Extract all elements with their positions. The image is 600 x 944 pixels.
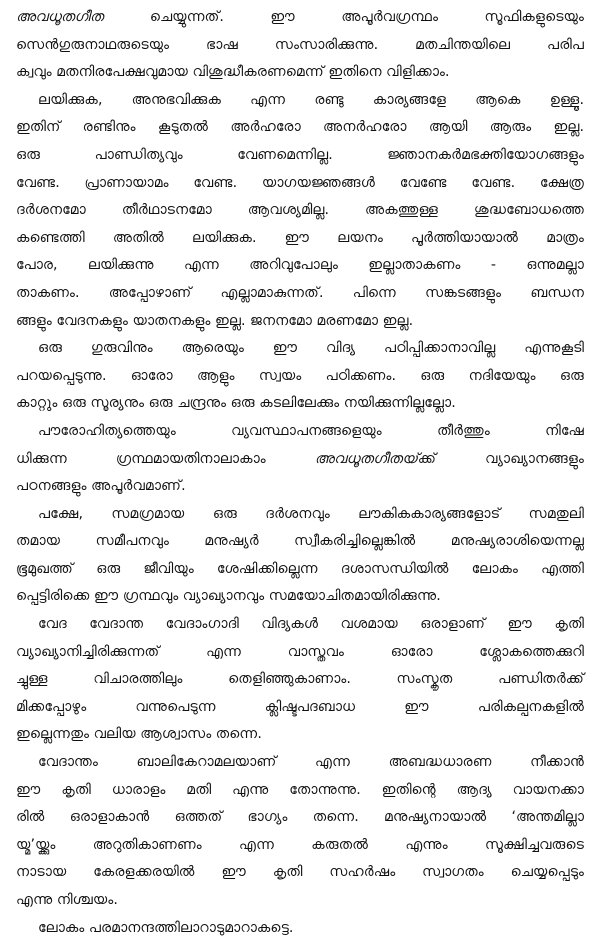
- body-paragraph: [16, 749, 584, 915]
- body-paragraph: [16, 4, 584, 87]
- text-line: [16, 225, 584, 253]
- text-run: പഠനങ്ങളും അപൂർവമാണ്.: [16, 478, 186, 495]
- text-run: ധിക്കുന്ന ഗ്രന്ഥമായതിനാലാകാം: [16, 450, 315, 467]
- text-run: കണ്ടെത്തി അതിൽ ലയിക്കുക. ഈ ലയനം പൂർത്തിയായാൽ മാത്രം: [16, 229, 584, 246]
- italic-title-text: അവധൂതഗീത: [16, 9, 104, 25]
- text-line: [16, 252, 584, 280]
- text-line: [16, 832, 584, 860]
- text-line: [16, 887, 584, 915]
- text-line: [16, 721, 584, 749]
- text-run: ഒരു ഗുരുവിനും ആരെയും ഈ വിദ്യ പഠിപ്പിക്കാനാവില്ല എന്നുകൂടി: [38, 340, 584, 357]
- text-line: [16, 859, 584, 887]
- text-line: [16, 473, 584, 501]
- text-line: [16, 4, 584, 32]
- text-run: താകണം. അപ്പോഴാണ് എല്ലാമാകുന്നത്. പിന്നെ സങ്കടങ്ങളും ബന്ധന: [16, 284, 584, 301]
- text-run: കാറ്റും ഒരു സൂര്യനും ഒരു ചന്ദ്രനും ഒരു കടലിലേക്കും നയിക്കുന്നില്ലല്ലോ.: [16, 395, 456, 412]
- text-line: [16, 446, 584, 474]
- text-run: ഭൂമുഖത്ത് ഒരു ജീവിയും ശേഷിക്കില്ലെന്ന ദശാസന്ധിയിൽ ലോകം എത്തി: [16, 560, 584, 577]
- body-paragraph: [16, 335, 584, 418]
- body-paragraph: [16, 611, 584, 749]
- text-run: നാടായ കേരളക്കരയിൽ ഈ കൃതി സഹർഷം സ്വാഗതം ചെയ്യപ്പെടും: [16, 864, 584, 881]
- text-line: [16, 170, 584, 198]
- text-run: ച്ചുള്ള വിചാരത്തിലും തെളിഞ്ഞുകാണാം. സംസ്കൃത പണ്ഡിതർക്ക്: [16, 671, 584, 688]
- text-run: ഈ കൃതി ധാരാളം മതി എന്നു തോന്നുന്നു. ഇതിന്റെ ആദ്യ വായനക്കാ: [16, 781, 584, 798]
- text-line: [16, 280, 584, 308]
- text-run: ലോകം പരമാനന്ദത്തിലാറാടുമാറാകട്ടെ.: [38, 919, 294, 936]
- text-line: [16, 639, 584, 667]
- text-run: ക്ക് വ്യാഖ്യാനങ്ങളും: [417, 450, 584, 467]
- text-run: രിൽ ഒരാളാകാൻ ഒത്തത് ഭാഗ്യം തന്നെ. മനുഷ്യനായാൽ ‘അന്തമില്ലാ: [16, 809, 584, 826]
- text-run: ചെയ്യുന്നത്. ഈ അപൂർവഗ്രന്ഥം സൂഫികളുടെയും: [103, 9, 584, 25]
- text-line: [16, 308, 584, 336]
- text-run: ക്വവും മതനിരപേക്ഷവുമായ വിശുദ്ധീകരണമെന്ന് ഇതിനെ വിളിക്കാം.: [16, 64, 450, 81]
- text-run: പൗരോഹിത്യത്തെയും വ്യവസ്ഥാപനങ്ങളെയും തീർത്തും നിഷേ: [38, 422, 584, 439]
- text-run: വേദ വേദാന്ത വേദാംഗാദി വിദ്യകൾ വശമായ ഒരാളാണ് ഈ കൃതി: [38, 616, 584, 633]
- text-line: [16, 501, 584, 529]
- text-run: ങ്ങളും വേദനകളും യാതനകളും ഇല്ല. ജനനമോ മരണമോ ഇല്ല.: [16, 312, 414, 329]
- text-line: [16, 611, 584, 639]
- text-run: സെൻഗുരുനാഥരുടെയും ഭാഷ സംസാരിക്കുന്നു. മതചിന്തയിലെ പരിപ: [16, 36, 584, 53]
- text-run: പക്ഷേ, സമഗ്രമായ ഒരു ദർശനവും ലൗകികകാര്യങ്ങളോട് സമതുലി: [38, 505, 584, 522]
- text-line: [16, 556, 584, 584]
- text-line: [16, 59, 584, 87]
- text-line: [16, 363, 584, 391]
- text-run: ഇല്ലെന്നതും വലിയ ആശ്വാസം തന്നെ.: [16, 726, 262, 743]
- text-run: പോര, ലയിക്കുന്നു എന്ന അറിവുപോലും ഇല്ലാതാകണം - ഒന്നുമല്ലാ: [16, 257, 584, 274]
- text-run: വേണ്ട. പ്രാണായാമം വേണ്ട. യാഗയജ്ഞങ്ങൾ വേണ്ടേ വേണ്ട. ക്ഷേത്ര: [16, 174, 584, 191]
- text-run: തമായ സമീപനവും മനുഷ്യർ സ്വീകരിച്ചില്ലെങ്കിൽ മനുഷ്യരാശിയെന്നല്ല: [16, 533, 584, 550]
- text-line: [16, 583, 584, 611]
- text-run: വേദാന്തം ബാലികേറാമലയാണ് എന്ന അബദ്ധധാരണ നീക്കാൻ: [38, 754, 584, 771]
- text-line: [16, 804, 584, 832]
- text-run: ഇതിന് രണ്ടിനും കൂടുതൽ അർഹരോ അനർഹരോ ആയി ആരും ഇല്ല.: [16, 119, 584, 136]
- body-paragraph: [16, 418, 584, 501]
- text-run: മിക്കപ്പോഴും വന്നുപെടുന്ന ക്ലിഷ്ടപദബാധ ഈ പരികല്പനകളിൽ: [16, 698, 584, 715]
- text-run: യ്മ’യ്ക്കും അറുതികാണണം എന്ന കരുതൽ എന്നും സൂക്ഷിച്ചവരുടെ: [16, 836, 584, 853]
- text-line: [16, 197, 584, 225]
- text-line: [16, 528, 584, 556]
- text-run: ദർശനമോ തീർഥാടനമോ ആവശ്യമില്ല. അകത്തുള്ള ശുദ്ധബോധത്തെ: [16, 202, 584, 219]
- body-paragraph: [16, 87, 584, 335]
- text-line: [16, 418, 584, 446]
- text-run: എന്നു നിശ്ചയം.: [16, 892, 118, 908]
- text-line: [16, 777, 584, 805]
- text-line: [16, 32, 584, 60]
- text-line: [16, 114, 584, 142]
- text-line: [16, 915, 584, 943]
- text-line: [16, 335, 584, 363]
- text-line: [16, 87, 584, 115]
- text-line: [16, 694, 584, 722]
- body-paragraph: [16, 501, 584, 611]
- text-line: [16, 142, 584, 170]
- body-paragraph: [16, 915, 584, 943]
- text-run: ഒരു പാണ്ഡിത്യവും വേണമെന്നില്ല. ജ്ഞാനകർമഭക്തിയോഗങ്ങളും: [16, 146, 584, 163]
- text-line: [16, 749, 584, 777]
- text-run: ലയിക്കുക, അനുഭവിക്കുക എന്ന രണ്ടു കാര്യങ്ങളേ ആകെ ഉള്ളൂ.: [38, 91, 584, 108]
- text-run: വ്യാഖ്യാനിച്ചിരിക്കുന്നത് എന്ന വാസ്തവം ഓരോ ശ്ലോകത്തെക്കുറി: [16, 643, 584, 660]
- italic-title-text: അവധൂതഗീതയ്: [314, 450, 418, 467]
- text-run: പറയപ്പെടുന്നു. ഓരോ ആളും സ്വയം പഠിക്കണം. ഒരു നദിയേയും ഒരു: [16, 367, 584, 384]
- text-line: [16, 666, 584, 694]
- text-line: [16, 390, 584, 418]
- text-run: പ്പെട്ടിരിക്കെ ഈ ഗ്രന്ഥവും വ്യാഖ്യാനവും സമയോചിതമായിരിക്കുന്നു.: [16, 588, 441, 605]
